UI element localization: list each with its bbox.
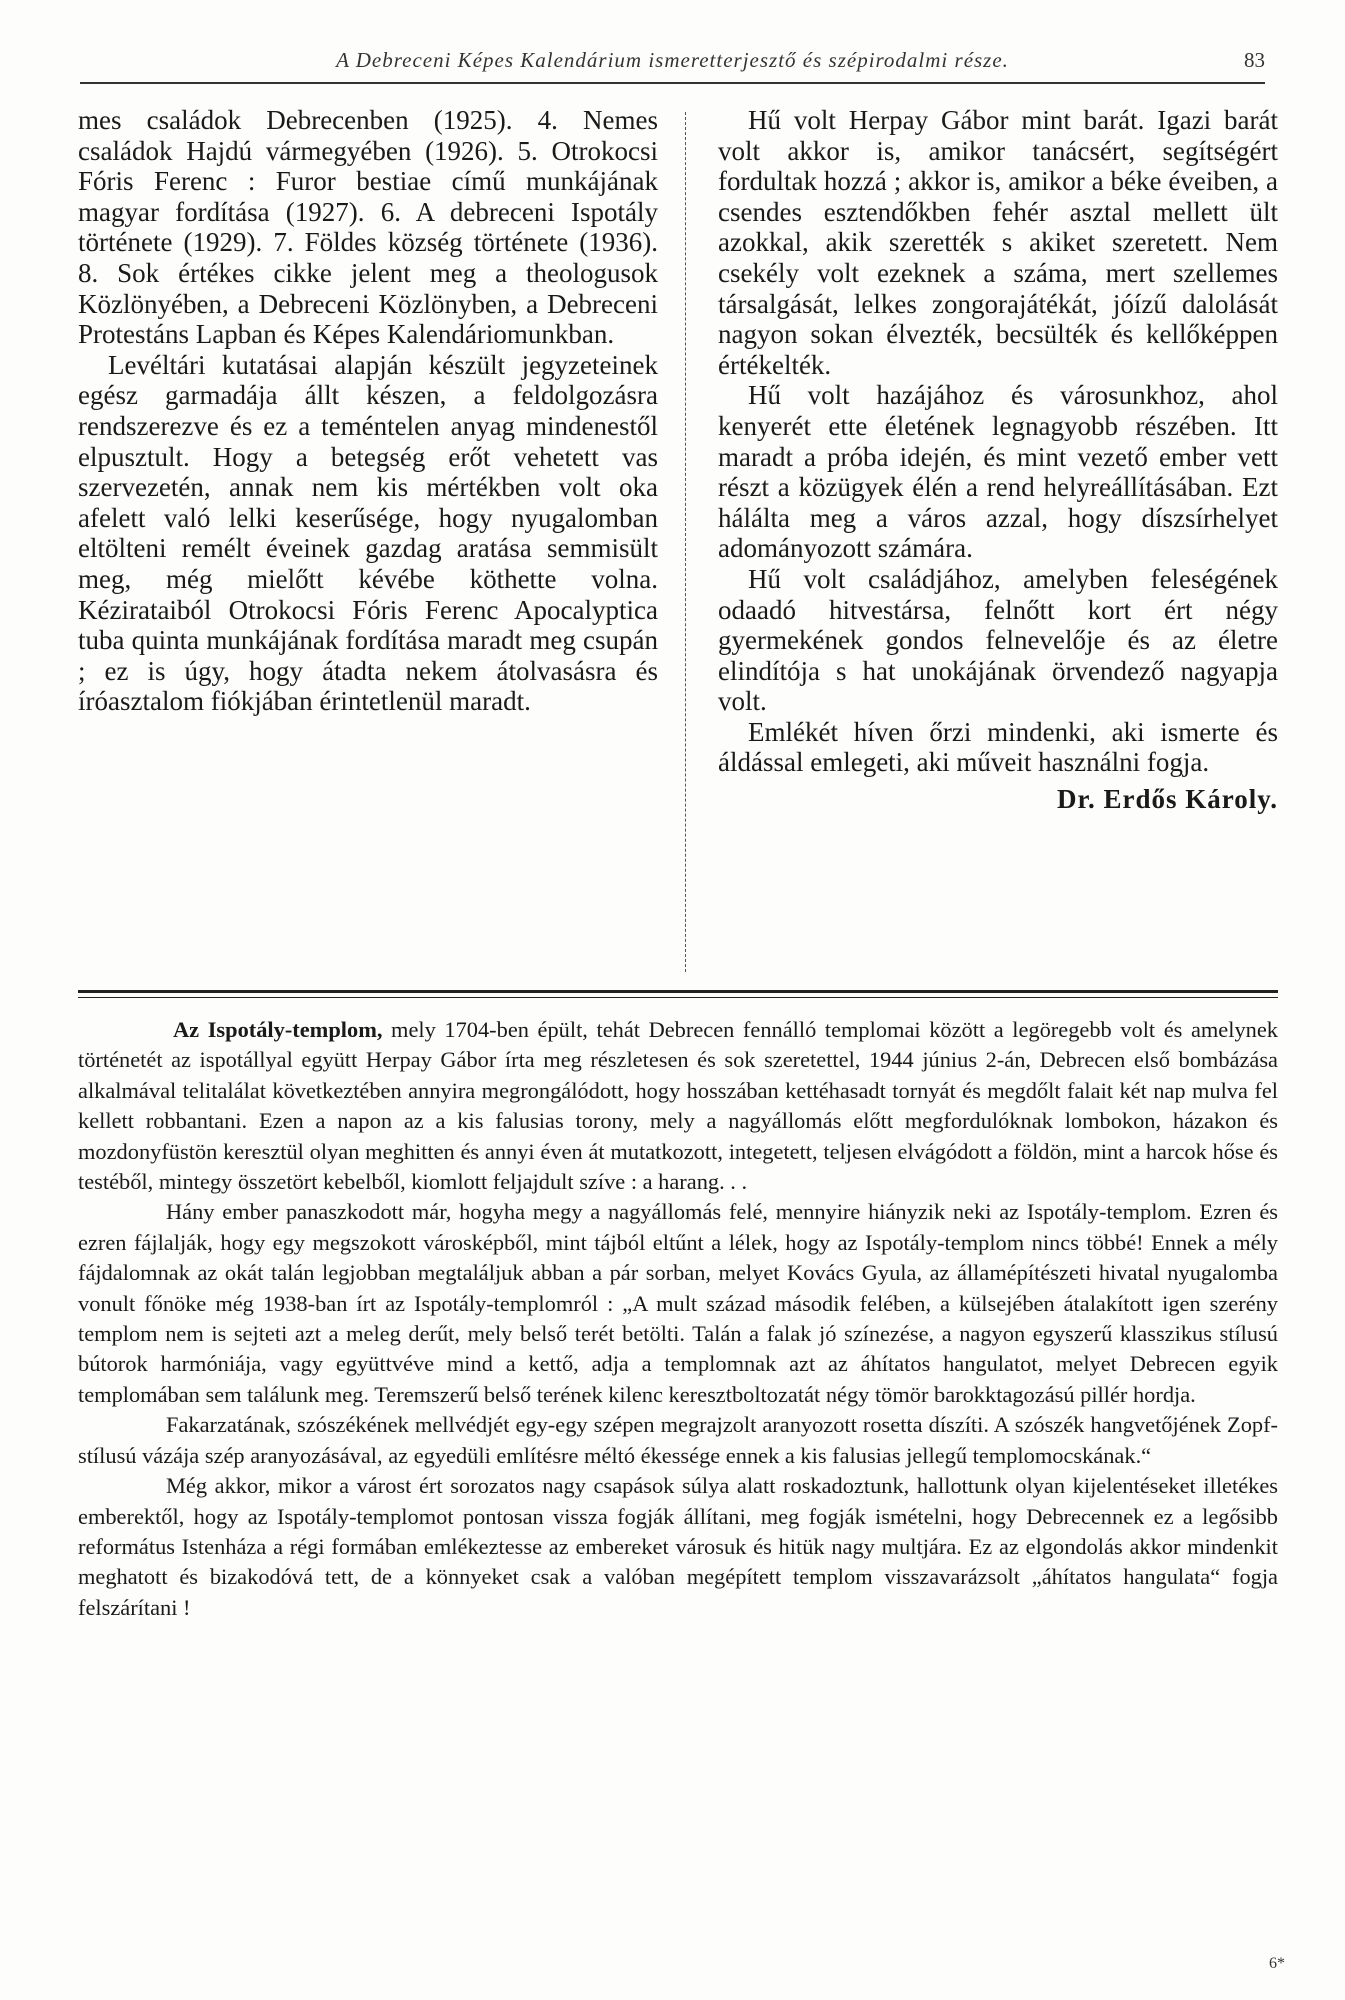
column-divider [685, 112, 686, 972]
right-paragraph-2: Hű volt hazájához és városunkhoz, ahol kenyerét ette életének legnagyobb részében. Itt maradt a próba idején, és mint vezető ember vett részt a közügyek élén a rend helyreállításában. Ezt hálálta meg a város azzal, hogy díszsírhelyet adományozott számára. [718, 380, 1278, 564]
section-rule-thick [78, 990, 1278, 993]
right-column [718, 105, 1278, 815]
header-rule [80, 82, 1265, 84]
running-title: A Debreceni Képes Kalendárium ismeretterjesztő és szépirodalmi része. [336, 48, 1009, 72]
right-paragraph-1: Hű volt Herpay Gábor mint barát. Igazi barát volt akkor is, amikor tanácsért, segítségért fordultak hozzá ; akkor is, amikor a béke éveiben, a csendes esztendőkben fehér asztal mellett ült azokkal, akik szerették s akiket szeretett. Nem csekély volt ezeknek a száma, mert szellemes társalgását, lelkes zongorajátékát, jóízű dalolását nagyon sokan élvezték, becsülték és kellőképpen értékelték. [718, 105, 1278, 380]
article-paragraph-1-text: mely 1704-ben épült, tehát Debrecen fennálló templomai között a legöregebb volt és amelynek történetét az ispotállyal együtt Herpay Gábor írta meg részletesen és sok szeretettel, 1944 június 2-án, Debrecen első bombázása alkalmával telitalálat következtében annyira megrongálódott, hogy hosszában kettéhasadt tornyát és megdőlt falait két nap mulva fel kellett robbantani. Ezen a napon az a kis falusias torony, mely a nagyállomás előtt megfordulóknak lombokon, házakon és mozdonyfüstön keresztül olyan meghitten és annyi éven át mutatkozott, integetett, teljesen elvágódott a földön, mint a harcok hőse és testéből, mintegy összetört kebelből, kiomlott feljajdult szíve : a harang. . . [78, 1017, 1278, 1195]
ispotaly-article [78, 1015, 1278, 1623]
article-paragraph-1 [78, 1015, 1278, 1197]
article-paragraph-2: Hány ember panaszkodott már, hogyha megy a nagyállomás felé, mennyire hiányzik neki az Ispotály-templom. Ezren és ezren fájlalják, hogy egy megszokott városképből, mint tájból eltűnt a lélek, hogy az Ispotály-templom nincs többé! Ennek a mély fájdalomnak az okát talán legjobban megtaláljuk abban a pár sorban, melyet Kovács Gyula, az államépítészeti hivatal nyugalomba vonult főnöke még 1938-ban írt az Ispotály-templomról : „A mult század második felében, a külsejében átalakított igen szerény templom nem is sejteti azt a meleg derűt, mely belső terét betölti. Talán a falak jó színezése, a nagyon egyszerű klasszikus stílusú bútorok harmóniája, vagy együttvéve mind a kettő, adja a templomnak azt az áhítatos hangulatot, melyet Debrecen egyik templomában sem találunk meg. Teremszerű belső terének kilenc keresztboltozatát négy tömör barokktagozású pillér hordja. [78, 1199, 1278, 1407]
section-rule-thin [78, 997, 1278, 998]
running-head [80, 38, 1265, 78]
left-column [78, 105, 658, 717]
right-paragraph-3: Hű volt családjához, amelyben feleségének odaadó hitvestársa, felnőtt kort ért négy gyermekének gondos felnevelője és az életre elindítója s hat unokájának örvendező nagyapja volt. [718, 563, 1278, 717]
left-paragraph-1: mes családok Debrecenben (1925). 4. Nemes családok Hajdú vármegyében (1926). 5. Otrokocsi Fóris Ferenc : Furor bestiae című munkájának magyar fordítása (1927). 6. A debreceni Ispotály története (1929). 7. Földes község története (1936). 8. Sok értékes cikke jelent meg a theologusok Közlönyében, a Debreceni Közlönyben, a Debreceni Protestáns Lapban és Képes Kalendáriomunkban. [78, 105, 658, 350]
article-paragraph-4: Még akkor, mikor a várost ért sorozatos nagy csapások súlya alatt roskadoztunk, hallottunk olyan kijelentéseket illetékes emberektől, hogy az Ispotály-templomot pontosan vissza fogják állítani, meg fogják ismételni, hogy Debrecennek ez a legősibb református Istenháza a régi formában emlékeztesse az embereket városuk és hitük nagy multjára. Ez az elgondolás akkor mindenkit meghatott és bizakodóvá tett, de a könnyeket csak a valóban megépített templom visszavarázsolt „áhítatos hangulata“ fogja felszárítani ! [78, 1473, 1278, 1620]
signature-mark: 6* [1269, 1955, 1285, 1972]
author-signature: Dr. Erdős Károly. [1056, 784, 1278, 815]
page-number: 83 [1244, 48, 1265, 72]
article-paragraph-3: Fakarzatának, szószékének mellvédjét egy-egy szépen megrajzolt aranyozott rosetta díszíti. A szószék hangvetőjének Zopf-stílusú vázája szép aranyozásával, az egyedüli említésre méltó ékessége ennek a kis falusias jellegű templomocskának.“ [78, 1412, 1278, 1468]
article-lead: Az Ispotály-templom, [173, 1017, 383, 1042]
left-paragraph-2: Levéltári kutatásai alapján készült jegyzeteinek egész garmadája állt készen, a feldolgozásra rendszerezve és ez a teméntelen anyag mindenestől elpusztult. Hogy a betegség erőt vehetett vas szervezetén, annak nem kis mértékben volt oka afelett való lelki keserűsége, hogy nyugalomban eltölteni remélt éveinek gazdag aratása semmisült meg, még mielőtt kévébe köthette volna. Kézirataiból Otrokocsi Fóris Ferenc Apocalyptica tuba quinta munkájának fordítása maradt meg csupán ; ez is úgy, hogy átadta nekem átolvasásra és íróasztalom fiókjában érintetlenül maradt. [78, 349, 658, 717]
right-paragraph-4: Emlékét híven őrzi mindenki, aki ismerte és áldással emlegeti, aki műveit használni fogja. [718, 716, 1278, 778]
